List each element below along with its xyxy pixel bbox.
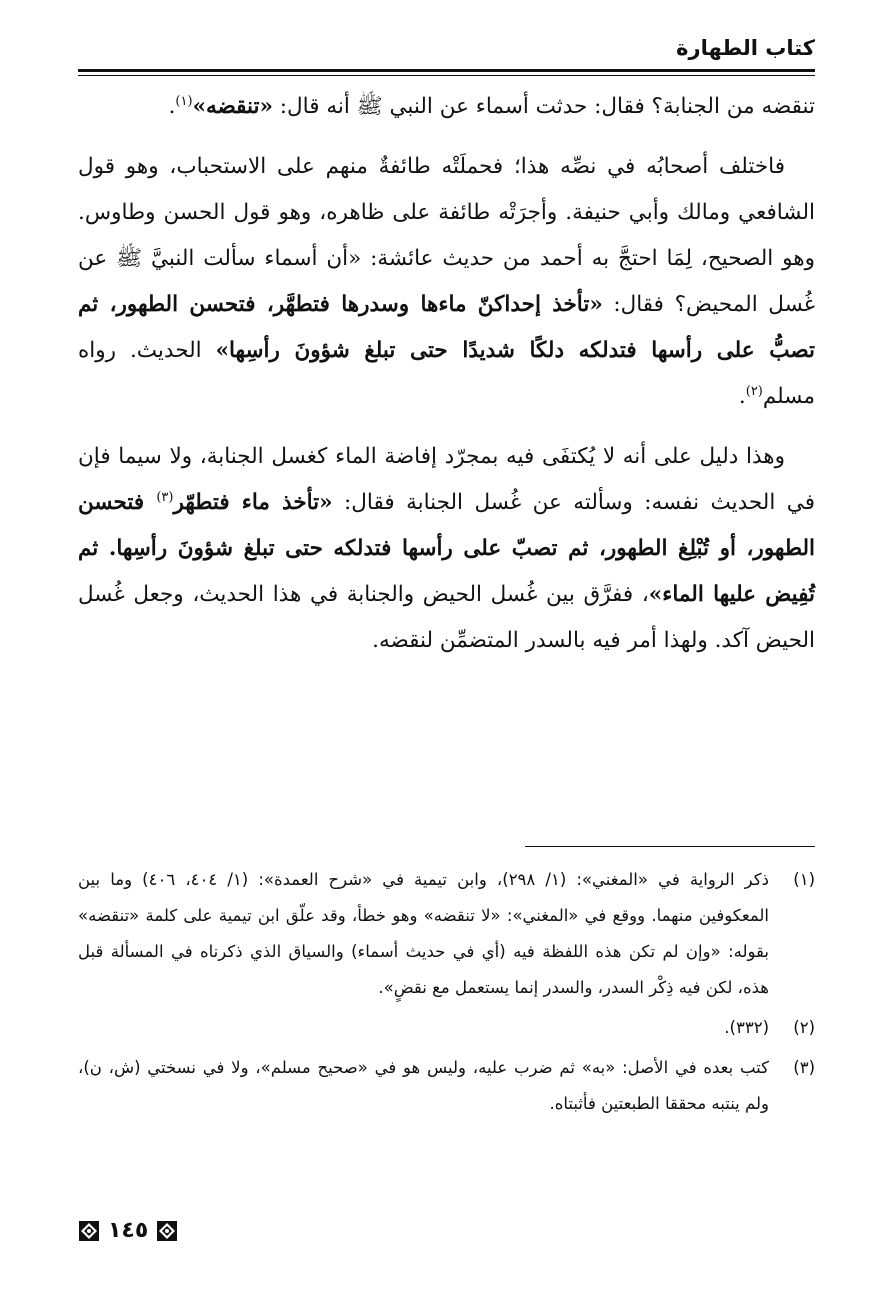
running-title: كتاب الطهارة	[676, 36, 815, 60]
hadith-quote: «تأخذ ماء فتطهّر	[173, 490, 333, 515]
text-run: تنقضه من الجنابة؟ فقال: حدثت أسماء عن النبي ﷺ أنه قال:	[272, 94, 815, 119]
paragraph-3	[78, 434, 815, 664]
paragraph-2	[78, 144, 815, 420]
footnote-separator	[525, 846, 815, 847]
quoted-word: «تنقضه»	[192, 94, 273, 119]
main-text	[78, 84, 815, 678]
footnote-2	[78, 1010, 815, 1046]
ornament-icon	[78, 1220, 100, 1242]
ornament-icon	[156, 1220, 178, 1242]
text-run: .	[168, 94, 176, 119]
paragraph-1	[78, 84, 815, 130]
footnotes	[78, 862, 815, 1126]
footnote-text: ذكر الرواية في «المغني»: (١/ ٢٩٨)، وابن تيمية في «شرح العمدة»: (١/ ٤٠٤، ٤٠٦) وما بين المعكوفين منهما. ووقع في «المغني»: «لا تنقضه» وهو خطأ، وقد علّق ابن تيمية على كلمة «تنقضه» بقوله: «وإن لم تكن هذه اللفظة فيه (أي في حديث أسماء) والسياق الذي ذكرناه في المسألة قبل هذه، لكن فيه ذِكْر السدر، والسدر إنما يستعمل مع نقضٍ».	[78, 870, 769, 997]
text-run: وهذا دليل على أنه لا يُكتفَى فيه بمجرّد إفاضة الماء كغسل الجنابة، ولا سيما فإن في الحديث نفسه: وسألته عن غُسل الجنابة فقال:	[78, 444, 815, 515]
footnote-3	[78, 1050, 815, 1122]
footnote-1	[78, 862, 815, 1006]
header-rule-thin	[78, 75, 815, 76]
footnote-number: (١)	[793, 870, 815, 889]
footnote-ref-3[interactable]: (٣)	[156, 489, 174, 505]
text-run: .	[738, 384, 746, 409]
hadith-quote: «تأخذ إحداكنّ ماءها وسدرها فتطهَّر، فتحسن الطهور، ثم تصبُّ على رأسها فتدلكه دلكًا شديدًا حتى تبلغ شؤونَ رأسِها»	[78, 292, 815, 363]
text-run: ، ففرَّق بين غُسل الحيض والجنابة في هذا الحديث، وجعل غُسل الحيض آكد. ولهذا أمر فيه بالسدر المتضمِّن لنقضه.	[78, 582, 815, 653]
footnote-text: (٣٣٢).	[724, 1018, 769, 1037]
hadith-quote: فتحسن الطهور، أو تُبْلِغ الطهور، ثم تصبّ على رأسها فتدلكه حتى تبلغ شؤونَ رأسِها. ثم تُفِيض عليها الماء»	[78, 490, 815, 607]
text-run: فاختلف أصحابُه في نصِّه هذا؛ فحملَتْه طائفةٌ منهم على الاستحباب، وهو قول الشافعي ومالك وأبي حنيفة. وأجرَتْه طائفة على ظاهره، وهو قول الحسن وطاوس. وهو الصحيح، لِمَا احتجَّ به أحمد من حديث عائشة: «أن أسماء سألت النبيَّ ﷺ عن غُسل المحيض؟ فقال:	[78, 154, 816, 317]
footnote-text: كتب بعده في الأصل: «به» ثم ضرب عليه، وليس هو في «صحيح مسلم»، ولا في نسختي (ش، ن)، ولم ينتبه محققا الطبعتين فأثبتاه.	[78, 1058, 769, 1113]
header-rule-thick	[78, 69, 815, 72]
page-number: ١٤٥	[108, 1218, 149, 1243]
footnote-ref-2[interactable]: (٢)	[745, 383, 763, 399]
footnote-number: (٢)	[793, 1018, 815, 1037]
footnote-ref-1[interactable]: (١)	[175, 93, 193, 109]
page-footer	[78, 1218, 178, 1243]
text-run: الحديث. رواه مسلم	[78, 338, 815, 409]
footnote-number: (٣)	[793, 1058, 815, 1077]
